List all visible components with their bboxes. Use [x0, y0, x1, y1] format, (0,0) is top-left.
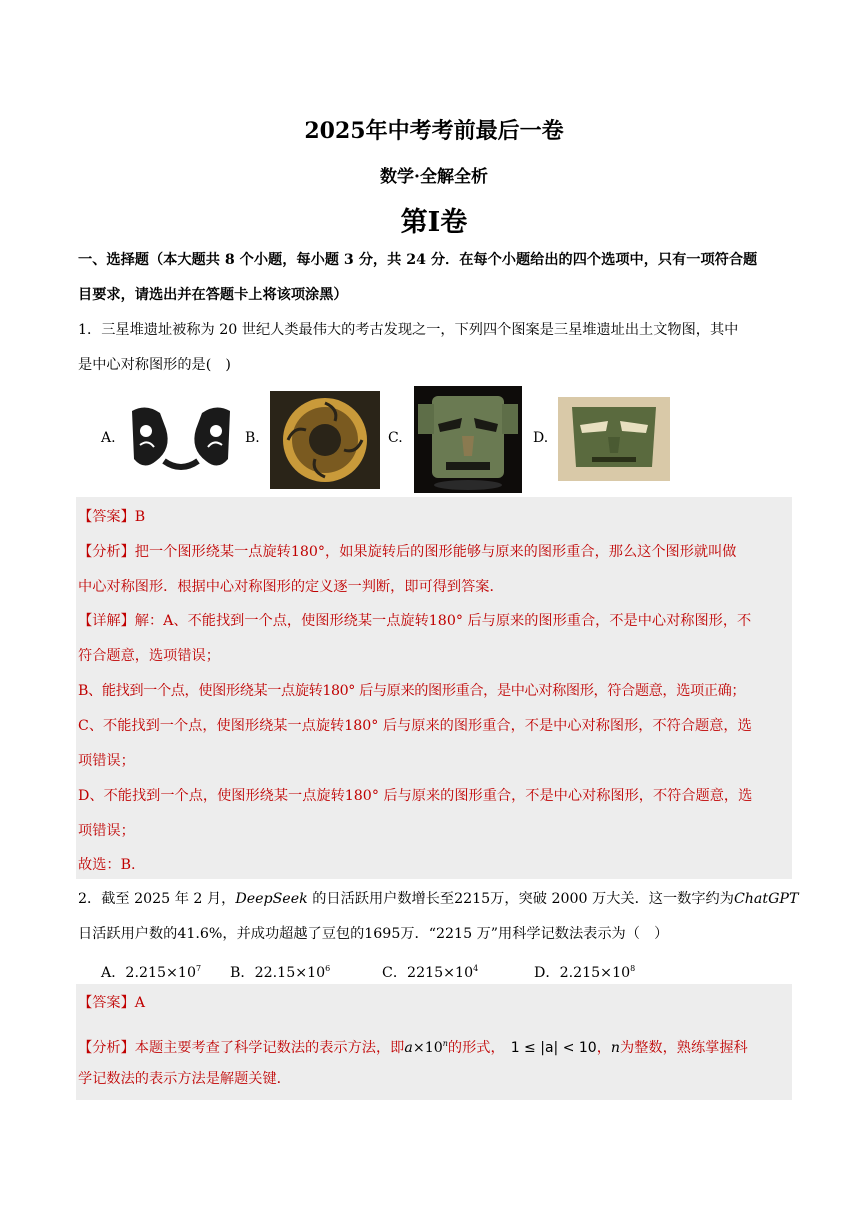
analysis-text: 把一个图形绕某一点旋转180°，如果旋转后的图形能够与原来的图形重合，那么这个图形就叫做	[134, 544, 737, 560]
q2-option-d	[534, 959, 635, 983]
section-heading-line2: 目要求，请选出并在答题卡上将该项涂黑）	[78, 287, 348, 303]
q1-analysis-line1	[78, 542, 736, 562]
q2-text-a: 2．截至 2025 年 2 月，	[78, 891, 236, 907]
opt-d-exp: 8	[630, 964, 636, 973]
page-subtitle: 数学·全解全析	[380, 167, 488, 187]
q1-stem-line1: 1．三星堆遗址被称为 20 世纪人类最伟大的考古发现之一，下列四个图案是三星堆遗址出土文物图，其中	[78, 322, 739, 338]
q1-option-b-label: B.	[245, 430, 260, 446]
volume-heading: 第I卷	[400, 207, 468, 238]
opt-a-exp: 7	[196, 964, 202, 973]
formula-n: n	[442, 1039, 448, 1048]
analysis-tag: 【分析】	[78, 544, 135, 560]
q1-option-d-label: D.	[533, 430, 549, 446]
q2-deepseek: DeepSeek	[235, 891, 308, 907]
q1-detail-line8: 故选：B.	[78, 857, 136, 873]
opt-c-exp: 4	[473, 964, 479, 973]
q1-stem-line2: 是中心对称图形的是( )	[78, 357, 231, 373]
q2-option-b	[230, 959, 330, 983]
q2-text-c: 的日活跃用户数增长至2215万，突破 2000 万大关．这一数字约为	[307, 891, 734, 907]
q1-detail-line2: 符合题意，选项错误；	[78, 648, 220, 664]
option-a-image	[126, 401, 236, 477]
option-d-image	[558, 397, 670, 481]
q1-answer: 【答案】B	[78, 509, 146, 525]
opt-c-text: C．2215×10	[382, 965, 474, 981]
opt-b-exp: 6	[325, 964, 331, 973]
detail-tag: 【详解】	[78, 613, 135, 629]
opt-b-text: B．22.15×10	[230, 965, 326, 981]
q2-analysis-text-b: 的形式，	[447, 1040, 505, 1056]
q1-option-c-label: C.	[388, 430, 403, 446]
q1-detail-line5: 项错误；	[78, 753, 135, 769]
formula-mid: ×10	[412, 1040, 443, 1056]
q2-analysis-line1	[78, 1034, 748, 1058]
q2-comma: ，	[596, 1040, 611, 1056]
q2-answer: 【答案】A	[78, 995, 145, 1011]
q2-stem-line1	[78, 889, 798, 909]
opt-d-text: D．2.215×10	[534, 965, 631, 981]
q1-analysis-line2: 中心对称图形．根据中心对称图形的定义逐一判断，即可得到答案．	[78, 579, 504, 595]
opt-a-text: A．2.215×10	[101, 965, 196, 981]
option-b-image	[270, 391, 380, 489]
option-c-image	[414, 386, 522, 493]
q1-detail-line6: D、不能找到一个点，使图形绕某一点旋转180° 后与原来的图形重合，不是中心对称图形，不符合题意，选	[78, 788, 753, 804]
section-heading-line1: 一、选择题（本大题共 8 个小题，每小题 3 分，共 24 分．在每个小题给出的四个选项中，只有一项符合题	[78, 252, 758, 268]
q2-analysis-text-a: 本题主要考查了科学记数法的表示方法，即	[134, 1040, 405, 1056]
q2-inequality: 1 ≤ |a| < 10	[510, 1040, 597, 1056]
detail-text: 解：A、不能找到一个点，使图形绕某一点旋转180° 后与原来的图形重合，不是中心对称图形，不	[134, 613, 752, 629]
q2-option-c	[382, 959, 478, 983]
q2-chatgpt: ChatGPT	[733, 891, 799, 907]
q1-detail-line7: 项错误；	[78, 823, 135, 839]
q1-option-a-label: A.	[101, 430, 116, 446]
q2-analysis-text-c: 为整数，熟练掌握科	[620, 1040, 748, 1056]
q1-detail-line3: B、能找到一个点，使图形绕某一点旋转180° 后与原来的图形重合，是中心对称图形，符合题意，选项正确；	[78, 683, 746, 699]
formula-a: a	[404, 1040, 413, 1056]
q2-option-a	[101, 959, 201, 983]
q2-stem-line2: 日活跃用户数的41.6%，并成功超越了豆包的1695万．“2215 万”用科学记数法表示为（ ）	[78, 926, 669, 942]
q2-analysis-tag: 【分析】	[78, 1040, 135, 1056]
page-title: 2025年中考考前最后一卷	[304, 118, 564, 144]
q1-detail-line4: C、不能找到一个点，使图形绕某一点旋转180° 后与原来的图形重合，不是中心对称图形，不符合题意，选	[78, 718, 752, 734]
q2-analysis-line2: 学记数法的表示方法是解题关键．	[78, 1071, 291, 1087]
q2-formula	[404, 1040, 448, 1056]
q1-detail-line1	[78, 611, 751, 631]
q2-n-var: n	[610, 1040, 621, 1056]
